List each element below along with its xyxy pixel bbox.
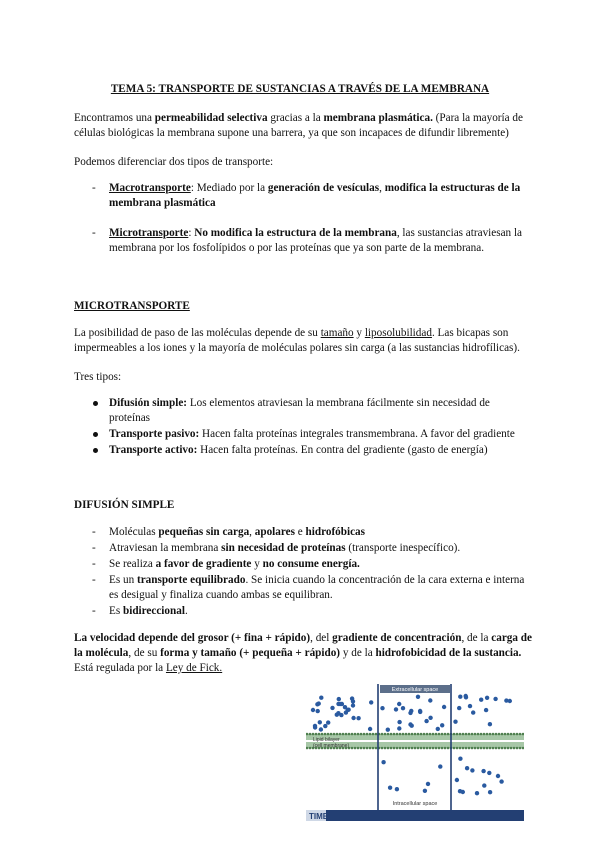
text-bold: no consume energía. bbox=[262, 558, 360, 570]
phospholipid-head bbox=[501, 733, 504, 736]
phospholipid-head bbox=[507, 747, 510, 750]
molecule-dot bbox=[386, 728, 390, 732]
phospholipid-head bbox=[366, 733, 369, 736]
micro-paragraph-line-1 bbox=[74, 326, 528, 341]
text: . Las bicapas son bbox=[431, 327, 509, 339]
phospholipid-head bbox=[426, 747, 429, 750]
molecule-dot bbox=[428, 716, 432, 720]
micro-line-1 bbox=[109, 226, 529, 241]
molecule-dot bbox=[409, 709, 413, 713]
molecule-dot bbox=[343, 705, 347, 709]
phospholipid-head bbox=[318, 733, 321, 736]
phospholipid-head bbox=[372, 733, 375, 736]
text: , del bbox=[310, 632, 333, 644]
text-underlined: liposolubilidad bbox=[364, 327, 432, 339]
text: gracias a la bbox=[267, 112, 324, 124]
phospholipid-head bbox=[411, 747, 414, 750]
dash-bullet: - bbox=[92, 574, 96, 586]
phospholipid-head bbox=[399, 733, 402, 736]
phospholipid-head bbox=[360, 733, 363, 736]
phospholipid-head bbox=[390, 747, 393, 750]
molecule-dot bbox=[488, 790, 492, 794]
phospholipid-head bbox=[330, 733, 333, 736]
molecule-dot bbox=[481, 769, 485, 773]
phospholipid-head bbox=[339, 733, 342, 736]
phospholipid-head bbox=[441, 733, 444, 736]
phospholipid-head bbox=[384, 747, 387, 750]
dash-bullet: - bbox=[92, 182, 96, 194]
phospholipid-head bbox=[432, 747, 435, 750]
phospholipid-head bbox=[498, 733, 501, 736]
phospholipid-head bbox=[444, 747, 447, 750]
simple-item-4-cont: es desigual y finaliza cuando ambas se equilibran. bbox=[109, 589, 333, 601]
phospholipid-head bbox=[462, 733, 465, 736]
phospholipid-head bbox=[465, 733, 468, 736]
bilayer-label: (cell membrane) bbox=[313, 743, 350, 749]
text: Atraviesan la membrana bbox=[109, 542, 222, 554]
phospholipid-head bbox=[486, 747, 489, 750]
molecule-dot bbox=[351, 699, 355, 703]
text: y bbox=[251, 558, 263, 570]
phospholipid-head bbox=[459, 747, 462, 750]
molecule-dot bbox=[323, 724, 327, 728]
text: Hacen falta proteínas integrales transmembrana. A favor del gradiente bbox=[199, 428, 515, 440]
text-bold: transporte equilibrado bbox=[136, 574, 246, 586]
phospholipid-head bbox=[477, 733, 480, 736]
molecule-dot bbox=[504, 698, 508, 702]
molecule-dot bbox=[470, 768, 474, 772]
phospholipid-head bbox=[312, 733, 315, 736]
phospholipid-head bbox=[381, 747, 384, 750]
phospholipid-head bbox=[342, 733, 345, 736]
molecule-dot bbox=[356, 716, 360, 720]
phospholipid-head bbox=[432, 733, 435, 736]
molecule-dot bbox=[346, 708, 350, 712]
molecule-dot bbox=[368, 727, 372, 731]
phospholipid-head bbox=[357, 733, 360, 736]
term-microtransporte: Microtransporte bbox=[109, 227, 189, 239]
molecule-dot bbox=[482, 783, 486, 787]
molecule-dot bbox=[335, 713, 339, 717]
phospholipid-head bbox=[423, 733, 426, 736]
simple-item-5 bbox=[109, 604, 188, 619]
text: . Se inicia cuando la concentración de la cara externa e interna bbox=[245, 574, 525, 586]
dash-bullet: - bbox=[92, 558, 96, 570]
bilayer-label: Lipid bilayer bbox=[313, 737, 340, 743]
phospholipid-head bbox=[474, 747, 477, 750]
phospholipid-head bbox=[396, 747, 399, 750]
text: (Para la mayoría de bbox=[432, 112, 523, 124]
simple-item-2 bbox=[109, 541, 460, 556]
phospholipid-head bbox=[495, 733, 498, 736]
phospholipid-head bbox=[516, 747, 519, 750]
text: , las sustancias atraviesan la bbox=[396, 227, 523, 239]
term-macrotransporte: Macrotransporte bbox=[109, 182, 191, 194]
section-heading-difusion-simple: DIFUSIÓN SIMPLE bbox=[74, 499, 175, 511]
phospholipid-head bbox=[408, 733, 411, 736]
phospholipid-head bbox=[393, 733, 396, 736]
macro-line-1 bbox=[109, 181, 529, 196]
molecule-dot bbox=[487, 771, 491, 775]
macro-line-2: membrana plasmática bbox=[109, 197, 216, 209]
time-label: TIME bbox=[309, 812, 329, 821]
phospholipid-head bbox=[447, 747, 450, 750]
phospholipid-head bbox=[309, 747, 312, 750]
text-bold: generación de vesículas bbox=[267, 182, 380, 194]
phospholipid-head bbox=[354, 733, 357, 736]
phospholipid-head bbox=[348, 733, 351, 736]
molecule-dot bbox=[499, 779, 503, 783]
molecule-dot bbox=[496, 774, 500, 778]
phospholipid-head bbox=[495, 747, 498, 750]
phospholipid-head bbox=[453, 747, 456, 750]
molecule-dot bbox=[418, 710, 422, 714]
molecule-dot bbox=[455, 778, 459, 782]
molecule-dot bbox=[468, 704, 472, 708]
phospholipid-head bbox=[516, 733, 519, 736]
phospholipid-head bbox=[414, 747, 417, 750]
phospholipid-head bbox=[423, 747, 426, 750]
phospholipid-head bbox=[387, 747, 390, 750]
phospholipid-head bbox=[426, 733, 429, 736]
molecule-dot bbox=[318, 720, 322, 724]
text: . bbox=[184, 605, 188, 617]
text: La posibilidad de paso de las moléculas depende de su bbox=[74, 327, 321, 339]
text-bold: No modifica la estructura de la membrana bbox=[194, 227, 397, 239]
phospholipid-head bbox=[447, 733, 450, 736]
phospholipid-head bbox=[435, 733, 438, 736]
phospholipid-head bbox=[327, 733, 330, 736]
molecule-dot bbox=[416, 695, 420, 699]
molecule-dot bbox=[410, 724, 414, 728]
molecule-dot bbox=[395, 787, 399, 791]
phospholipid-head bbox=[483, 747, 486, 750]
molecule-dot bbox=[397, 726, 401, 730]
text: y de la bbox=[340, 647, 376, 659]
molecule-dot bbox=[453, 720, 457, 724]
molecule-dot bbox=[388, 786, 392, 790]
text-bold: hidrofóbicas bbox=[305, 526, 366, 538]
phospholipid-head bbox=[405, 747, 408, 750]
molecule-dot bbox=[493, 697, 497, 701]
phospholipid-head bbox=[411, 733, 414, 736]
molecule-dot bbox=[479, 698, 483, 702]
molecule-dot bbox=[488, 722, 492, 726]
phospholipid-head bbox=[492, 747, 495, 750]
molecule-dot bbox=[330, 706, 334, 710]
phospholipid-head bbox=[384, 733, 387, 736]
text: y bbox=[353, 327, 365, 339]
phospholipid-head bbox=[369, 733, 372, 736]
text: : Mediado por la bbox=[190, 182, 268, 194]
phospholipid-head bbox=[441, 747, 444, 750]
molecule-dot bbox=[319, 696, 323, 700]
molecule-dot bbox=[317, 701, 321, 705]
molecule-dot bbox=[475, 791, 479, 795]
velocity-line-3 bbox=[74, 661, 222, 676]
phospholipid-head bbox=[375, 747, 378, 750]
phospholipid-head bbox=[408, 747, 411, 750]
dash-bullet: - bbox=[92, 227, 96, 239]
text-bold: forma y tamaño (+ pequeña + rápido) bbox=[160, 647, 341, 659]
molecule-dot bbox=[424, 719, 428, 723]
text-bold: pequeñas sin carga bbox=[158, 526, 250, 538]
phospholipid-head bbox=[519, 747, 522, 750]
phospholipid-head bbox=[510, 733, 513, 736]
molecule-dot bbox=[440, 723, 444, 727]
types-intro: Podemos diferenciar dos tipos de transporte: bbox=[74, 156, 274, 168]
phospholipid-head bbox=[369, 747, 372, 750]
phospholipid-head bbox=[504, 733, 507, 736]
text-bold: a favor de gradiente bbox=[155, 558, 252, 570]
phospholipid-head bbox=[519, 733, 522, 736]
phospholipid-head bbox=[372, 747, 375, 750]
phospholipid-head bbox=[420, 733, 423, 736]
text-bold: bidireccional bbox=[122, 605, 185, 617]
phospholipid-head bbox=[480, 747, 483, 750]
text: Se realiza bbox=[109, 558, 156, 570]
text-bold: modifica la estructuras de la bbox=[384, 182, 521, 194]
text-bold: Transporte activo: bbox=[109, 444, 198, 456]
molecule-dot bbox=[326, 720, 330, 724]
text: Es un bbox=[109, 574, 137, 586]
molecule-dot bbox=[485, 696, 489, 700]
phospholipid-head bbox=[489, 733, 492, 736]
phospholipid-head bbox=[357, 747, 360, 750]
phospholipid-head bbox=[375, 733, 378, 736]
phospholipid-head bbox=[351, 747, 354, 750]
molecule-dot bbox=[337, 697, 341, 701]
text-bold: gradiente de concentración bbox=[332, 632, 462, 644]
phospholipid-head bbox=[489, 747, 492, 750]
molecule-dot bbox=[380, 706, 384, 710]
ley-de-fick-link: Ley de Fick. bbox=[165, 662, 223, 674]
phospholipid-head bbox=[363, 733, 366, 736]
phospholipid-head bbox=[393, 747, 396, 750]
molecule-dot bbox=[461, 790, 465, 794]
text-bold: hidrofobicidad de la sustancia. bbox=[375, 647, 522, 659]
phospholipid-head bbox=[513, 733, 516, 736]
molecule-dot bbox=[394, 707, 398, 711]
molecule-dot bbox=[381, 760, 385, 764]
phospholipid-head bbox=[459, 733, 462, 736]
text: , de la bbox=[461, 632, 492, 644]
phospholipid-head bbox=[480, 733, 483, 736]
phospholipid-head bbox=[345, 733, 348, 736]
text: (transporte inespecífico). bbox=[345, 542, 461, 554]
molecule-dot bbox=[351, 703, 355, 707]
phospholipid-head bbox=[309, 733, 312, 736]
phospholipid-head bbox=[438, 747, 441, 750]
text-bold: Transporte pasivo: bbox=[109, 428, 200, 440]
page-title: TEMA 5: TRANSPORTE DE SUSTANCIAS A TRAVÉS DE LA MEMBRANA bbox=[110, 83, 490, 95]
molecule-dot bbox=[316, 709, 320, 713]
phospholipid-head bbox=[414, 733, 417, 736]
molecule-dot bbox=[426, 782, 430, 786]
text: Hacen falta proteínas. En contra del gradiente (gasto de energía) bbox=[197, 444, 488, 456]
phospholipid-head bbox=[390, 733, 393, 736]
bullet-dot bbox=[93, 448, 98, 453]
phospholipid-head bbox=[477, 747, 480, 750]
text-bold: membrana plasmática. bbox=[323, 112, 433, 124]
molecule-dot bbox=[465, 766, 469, 770]
phospholipid-head bbox=[402, 733, 405, 736]
list-item-transporte-activo bbox=[109, 443, 539, 458]
text-bold: sin necesidad de proteínas bbox=[221, 542, 346, 554]
molecule-dot bbox=[319, 727, 323, 731]
three-types-label: Tres tipos: bbox=[74, 371, 122, 383]
velocity-line-2 bbox=[74, 646, 534, 661]
text-bold: apolares bbox=[254, 526, 295, 538]
molecule-dot bbox=[423, 789, 427, 793]
phospholipid-head bbox=[483, 733, 486, 736]
text-underlined: tamaño bbox=[320, 327, 354, 339]
phospholipid-head bbox=[363, 747, 366, 750]
phospholipid-head bbox=[498, 747, 501, 750]
text: Encontramos una bbox=[74, 112, 155, 124]
time-arrow bbox=[326, 810, 524, 821]
dash-bullet: - bbox=[92, 605, 96, 617]
molecule-dot bbox=[471, 710, 475, 714]
phospholipid-head bbox=[381, 733, 384, 736]
molecule-dot bbox=[458, 757, 462, 761]
list-item-difusion-simple bbox=[109, 396, 529, 411]
intro-line-2: células biológicas la membrana supone una barrera, ya que son incapaces de difundir libremente) bbox=[74, 127, 509, 139]
molecule-dot bbox=[311, 708, 315, 712]
velocity-line-1 bbox=[74, 631, 534, 646]
diffusion-diagram bbox=[306, 684, 524, 821]
phospholipid-head bbox=[456, 733, 459, 736]
section-heading-microtransporte: MICROTRANSPORTE bbox=[74, 300, 190, 312]
text: Está regulada por la bbox=[74, 662, 166, 674]
diffusion-figure bbox=[306, 684, 524, 821]
molecule-dot bbox=[338, 702, 342, 706]
text: : bbox=[188, 227, 195, 239]
dash-bullet: - bbox=[92, 542, 96, 554]
text: , bbox=[249, 526, 255, 538]
intracellular-label: Intracellular space bbox=[392, 801, 438, 807]
text: e bbox=[294, 526, 306, 538]
extracellular-label: Extracellular space bbox=[391, 687, 439, 693]
phospholipid-head bbox=[336, 733, 339, 736]
phospholipid-head bbox=[405, 733, 408, 736]
phospholipid-head bbox=[468, 747, 471, 750]
text: Es bbox=[109, 605, 123, 617]
phospholipid-head bbox=[504, 747, 507, 750]
phospholipid-head bbox=[492, 733, 495, 736]
phospholipid-head bbox=[333, 733, 336, 736]
phospholipid-head bbox=[417, 747, 420, 750]
phospholipid-head bbox=[453, 733, 456, 736]
text-bold: la molécula bbox=[74, 647, 129, 659]
molecule-dot bbox=[313, 725, 317, 729]
bullet-dot bbox=[93, 401, 98, 406]
phospholipid-head bbox=[486, 733, 489, 736]
phospholipid-head bbox=[315, 733, 318, 736]
phospholipid-head bbox=[399, 747, 402, 750]
phospholipid-head bbox=[366, 747, 369, 750]
phospholipid-head bbox=[429, 747, 432, 750]
dash-bullet: - bbox=[92, 526, 96, 538]
phospholipid-head bbox=[471, 733, 474, 736]
molecule-dot bbox=[442, 705, 446, 709]
phospholipid-head bbox=[360, 747, 363, 750]
molecule-dot bbox=[436, 727, 440, 731]
molecule-dot bbox=[351, 716, 355, 720]
molecule-dot bbox=[401, 706, 405, 710]
phospholipid-head bbox=[402, 747, 405, 750]
text-bold: Difusión simple: bbox=[109, 397, 188, 409]
phospholipid-head bbox=[465, 747, 468, 750]
phospholipid-head bbox=[456, 747, 459, 750]
molecule-dot bbox=[464, 694, 468, 698]
phospholipid-head bbox=[462, 747, 465, 750]
molecule-dot bbox=[369, 700, 373, 704]
bullet-dot bbox=[93, 432, 98, 437]
text: Moléculas bbox=[109, 526, 159, 538]
phospholipid-head bbox=[507, 733, 510, 736]
phospholipid-head bbox=[474, 733, 477, 736]
molecule-dot bbox=[397, 720, 401, 724]
molecule-dot bbox=[397, 702, 401, 706]
list-item-difusion-simple-cont: proteínas bbox=[109, 412, 151, 424]
phospholipid-head bbox=[396, 733, 399, 736]
text-bold: carga de bbox=[491, 632, 532, 644]
text: , bbox=[379, 182, 385, 194]
molecule-dot bbox=[457, 706, 461, 710]
molecule-dot bbox=[428, 698, 432, 702]
text-bold: permeabilidad selectiva bbox=[154, 112, 268, 124]
phospholipid-head bbox=[471, 747, 474, 750]
phospholipid-head bbox=[438, 733, 441, 736]
simple-item-4 bbox=[109, 573, 529, 588]
molecule-dot bbox=[484, 708, 488, 712]
phospholipid-head bbox=[429, 733, 432, 736]
phospholipid-head bbox=[354, 747, 357, 750]
molecule-dot bbox=[458, 695, 462, 699]
micro-line-2: membrana por los fosfolípidos o por las proteínas que ya son parte de la membrana. bbox=[109, 242, 484, 254]
molecule-dot bbox=[438, 764, 442, 768]
phospholipid-head bbox=[321, 733, 324, 736]
phospholipid-head bbox=[510, 747, 513, 750]
list-item-transporte-pasivo bbox=[109, 427, 539, 442]
text: Los elementos atraviesan la membrana fácilmente sin necesidad de bbox=[187, 397, 490, 409]
simple-item-3 bbox=[109, 557, 360, 572]
micro-paragraph-line-2: impermeables a los iones y la mayoría de moléculas polares sin carga (a las sustancias hidrofílicas). bbox=[74, 342, 520, 354]
phospholipid-head bbox=[324, 733, 327, 736]
phospholipid-head bbox=[501, 747, 504, 750]
phospholipid-head bbox=[417, 733, 420, 736]
phospholipid-head bbox=[420, 747, 423, 750]
phospholipid-head bbox=[468, 733, 471, 736]
phospholipid-head bbox=[513, 747, 516, 750]
phospholipid-head bbox=[435, 747, 438, 750]
phospholipid-head bbox=[387, 733, 390, 736]
text-bold: La velocidad depende del grosor (+ fina + rápido) bbox=[74, 632, 311, 644]
text: , de su bbox=[128, 647, 161, 659]
intro-line-1 bbox=[74, 111, 528, 126]
simple-item-1 bbox=[109, 525, 365, 540]
phospholipid-head bbox=[351, 733, 354, 736]
phospholipid-head bbox=[444, 733, 447, 736]
